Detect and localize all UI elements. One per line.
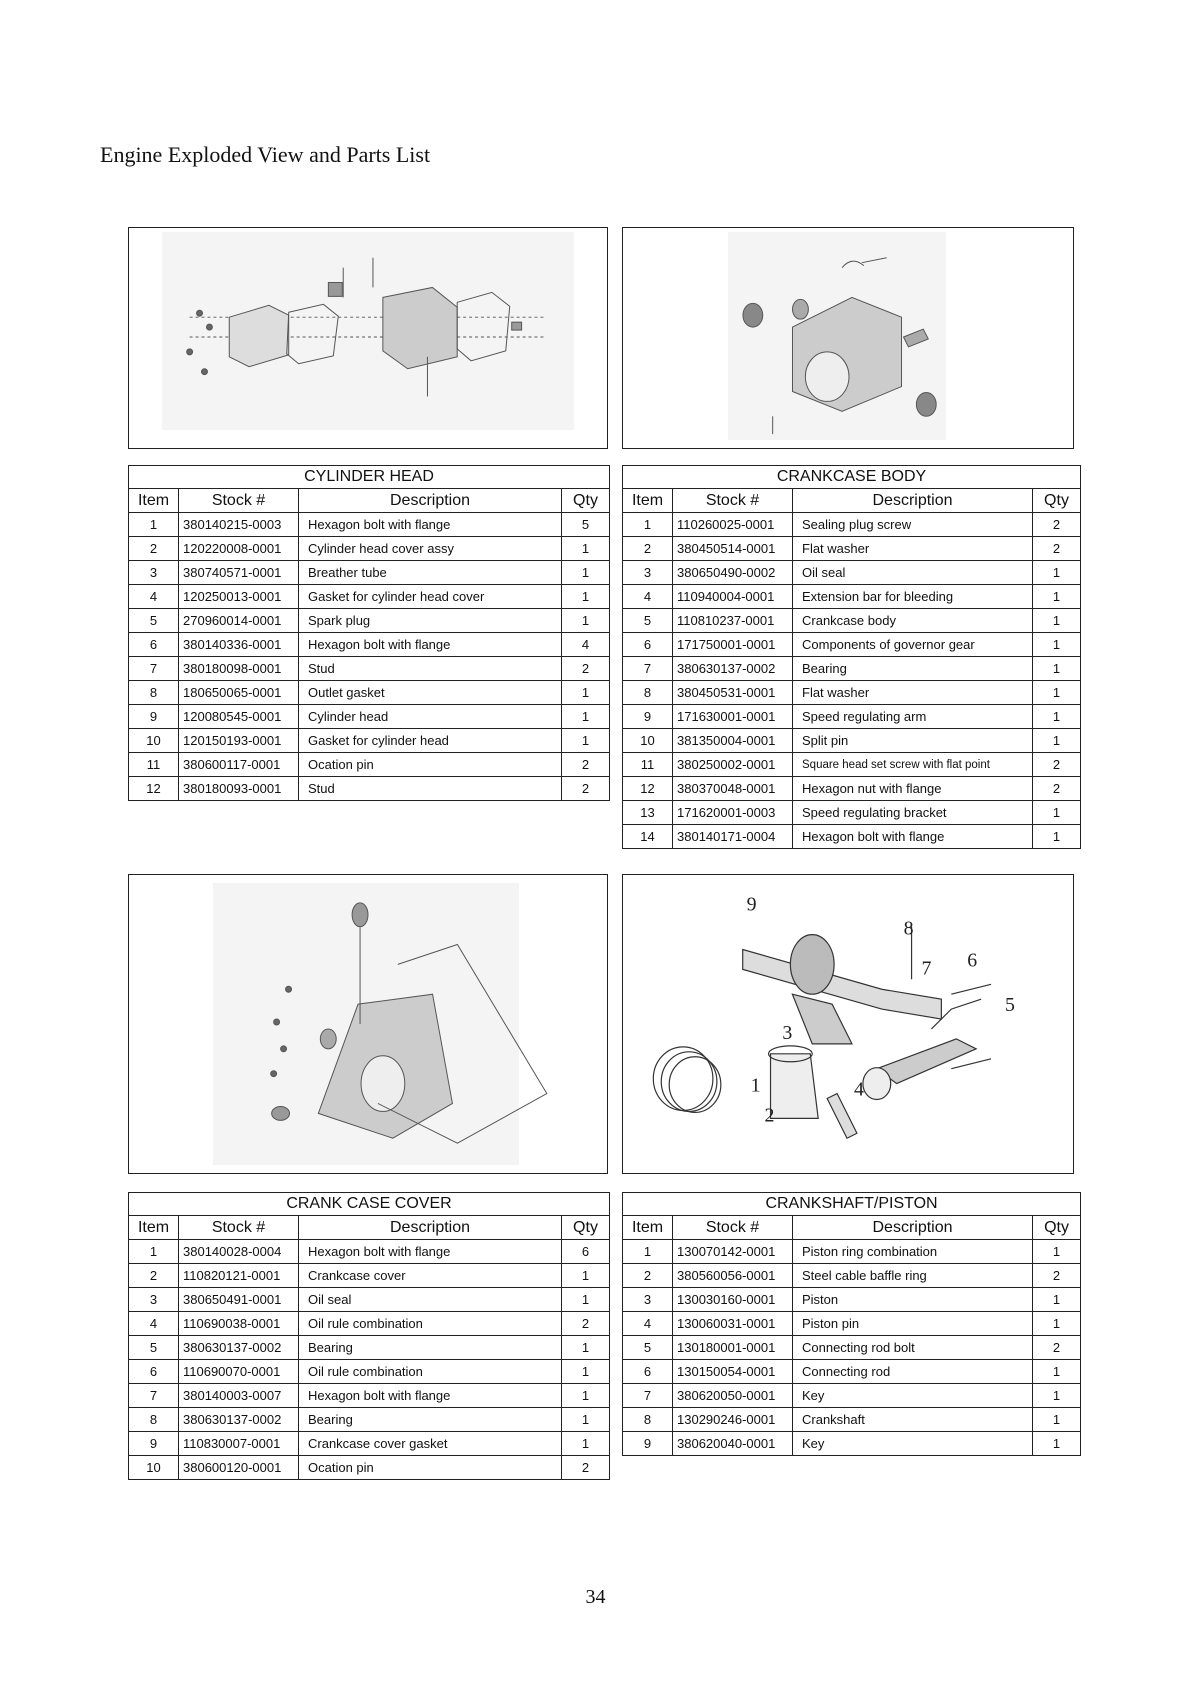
row-quantity: 1 (1033, 657, 1081, 681)
row-description: Hexagon nut with flange (793, 777, 1033, 801)
row-description: Split pin (793, 729, 1033, 753)
crankcase-body-parts-table (622, 465, 1081, 849)
row-description: Oil seal (793, 561, 1033, 585)
callout-7: 7 (921, 957, 932, 980)
row-description: Connecting rod bolt (793, 1336, 1033, 1360)
column-header-qty: Qty (1033, 489, 1081, 513)
page-number: 34 (585, 1586, 606, 1608)
row-description: Bearing (299, 1408, 562, 1432)
row-item-number: 8 (623, 1408, 673, 1432)
row-stock-number: 120250013-0001 (179, 585, 299, 609)
row-stock-number: 130070142-0001 (673, 1240, 793, 1264)
row-description: Breather tube (299, 561, 562, 585)
table-row (129, 753, 610, 777)
row-description: Sealing plug screw (793, 513, 1033, 537)
column-header-item: Item (129, 489, 179, 513)
row-item-number: 1 (623, 1240, 673, 1264)
table-row (623, 1432, 1081, 1456)
row-item-number: 9 (623, 705, 673, 729)
column-header-item: Item (623, 489, 673, 513)
table-caption: CRANKCASE BODY (623, 466, 1081, 489)
row-quantity: 1 (1033, 1288, 1081, 1312)
row-item-number: 2 (129, 537, 179, 561)
row-item-number: 7 (623, 1384, 673, 1408)
row-stock-number: 380620040-0001 (673, 1432, 793, 1456)
row-quantity: 2 (1033, 1336, 1081, 1360)
row-item-number: 5 (623, 1336, 673, 1360)
row-stock-number: 110690038-0001 (179, 1312, 299, 1336)
row-description: Piston pin (793, 1312, 1033, 1336)
row-quantity: 1 (562, 729, 610, 753)
row-stock-number: 110810237-0001 (673, 609, 793, 633)
row-item-number: 4 (129, 1312, 179, 1336)
row-stock-number: 380140336-0001 (179, 633, 299, 657)
row-quantity: 1 (562, 1336, 610, 1360)
row-stock-number: 380650491-0001 (179, 1288, 299, 1312)
column-header-item: Item (129, 1216, 179, 1240)
row-quantity: 2 (1033, 777, 1081, 801)
row-quantity: 1 (1033, 1312, 1081, 1336)
table-row (129, 1288, 610, 1312)
row-item-number: 5 (129, 609, 179, 633)
row-quantity: 1 (562, 681, 610, 705)
row-item-number: 6 (129, 1360, 179, 1384)
table-row (129, 777, 610, 801)
table-row (623, 657, 1081, 681)
row-item-number: 7 (623, 657, 673, 681)
row-quantity: 1 (1033, 1240, 1081, 1264)
crank-case-cover-diagram (129, 875, 607, 1173)
row-item-number: 9 (129, 1432, 179, 1456)
row-stock-number: 130030160-0001 (673, 1288, 793, 1312)
row-item-number: 3 (129, 561, 179, 585)
row-stock-number: 380250002-0001 (673, 753, 793, 777)
table-row (129, 1312, 610, 1336)
callout-2: 2 (764, 1104, 775, 1127)
column-header-stock: Stock # (673, 489, 793, 513)
row-stock-number: 380630137-0002 (179, 1336, 299, 1360)
table-row (129, 585, 610, 609)
row-stock-number: 171620001-0003 (673, 801, 793, 825)
table-row (129, 681, 610, 705)
row-item-number: 14 (623, 825, 673, 849)
row-item-number: 4 (623, 1312, 673, 1336)
row-quantity: 1 (562, 1408, 610, 1432)
row-quantity: 1 (562, 1384, 610, 1408)
row-description: Outlet gasket (299, 681, 562, 705)
table-row (623, 561, 1081, 585)
row-quantity: 2 (562, 1312, 610, 1336)
row-item-number: 5 (129, 1336, 179, 1360)
row-item-number: 9 (129, 705, 179, 729)
row-description: Oil rule combination (299, 1360, 562, 1384)
row-quantity: 1 (562, 1432, 610, 1456)
row-description: Speed regulating bracket (793, 801, 1033, 825)
row-stock-number: 130290246-0001 (673, 1408, 793, 1432)
table-row (129, 561, 610, 585)
row-description: Key (793, 1384, 1033, 1408)
row-quantity: 6 (562, 1240, 610, 1264)
row-item-number: 12 (623, 777, 673, 801)
row-description: Oil seal (299, 1288, 562, 1312)
row-stock-number: 130060031-0001 (673, 1312, 793, 1336)
row-quantity: 1 (1033, 585, 1081, 609)
row-stock-number: 380450514-0001 (673, 537, 793, 561)
table-caption: CRANKSHAFT/PISTON (623, 1193, 1081, 1216)
row-quantity: 1 (562, 585, 610, 609)
row-stock-number: 380370048-0001 (673, 777, 793, 801)
callout-3: 3 (782, 1021, 793, 1044)
row-item-number: 3 (623, 1288, 673, 1312)
row-stock-number: 110830007-0001 (179, 1432, 299, 1456)
row-description: Square head set screw with flat point (793, 753, 1033, 777)
row-quantity: 2 (562, 1456, 610, 1480)
table-row (623, 513, 1081, 537)
callout-5: 5 (1004, 994, 1015, 1017)
table-row (623, 1360, 1081, 1384)
row-item-number: 2 (623, 1264, 673, 1288)
column-header-qty: Qty (562, 489, 610, 513)
row-quantity: 1 (562, 1264, 610, 1288)
crankcase-body-exploded-view (622, 227, 1074, 449)
row-stock-number: 380450531-0001 (673, 681, 793, 705)
row-quantity: 5 (562, 513, 610, 537)
row-description: Flat washer (793, 537, 1033, 561)
column-header-stock: Stock # (673, 1216, 793, 1240)
row-description: Bearing (793, 657, 1033, 681)
row-quantity: 1 (562, 1288, 610, 1312)
row-item-number: 2 (623, 537, 673, 561)
row-description: Key (793, 1432, 1033, 1456)
row-stock-number: 120150193-0001 (179, 729, 299, 753)
column-header-description: Description (793, 1216, 1033, 1240)
row-quantity: 1 (1033, 1360, 1081, 1384)
table-row (623, 1384, 1081, 1408)
row-stock-number: 120080545-0001 (179, 705, 299, 729)
row-description: Hexagon bolt with flange (299, 633, 562, 657)
crankshaft-piston-diagram (623, 875, 1073, 1173)
table-row (623, 1336, 1081, 1360)
table-row (623, 1288, 1081, 1312)
column-header-qty: Qty (1033, 1216, 1081, 1240)
row-stock-number: 120220008-0001 (179, 537, 299, 561)
row-stock-number: 380630137-0002 (673, 657, 793, 681)
row-description: Cylinder head cover assy (299, 537, 562, 561)
table-row (623, 777, 1081, 801)
row-stock-number: 171750001-0001 (673, 633, 793, 657)
table-row (623, 1408, 1081, 1432)
row-quantity: 2 (1033, 537, 1081, 561)
row-description: Hexagon bolt with flange (299, 1384, 562, 1408)
row-description: Stud (299, 657, 562, 681)
row-item-number: 9 (623, 1432, 673, 1456)
row-stock-number: 380600117-0001 (179, 753, 299, 777)
row-stock-number: 380180093-0001 (179, 777, 299, 801)
row-quantity: 1 (1033, 633, 1081, 657)
row-item-number: 11 (129, 753, 179, 777)
row-description: Gasket for cylinder head cover (299, 585, 562, 609)
callout-4: 4 (853, 1078, 864, 1101)
row-stock-number: 110940004-0001 (673, 585, 793, 609)
row-description: Ocation pin (299, 1456, 562, 1480)
row-item-number: 8 (129, 1408, 179, 1432)
row-description: Piston ring combination (793, 1240, 1033, 1264)
callout-8: 8 (903, 917, 914, 940)
row-item-number: 11 (623, 753, 673, 777)
row-description: Piston (793, 1288, 1033, 1312)
row-stock-number: 130180001-0001 (673, 1336, 793, 1360)
table-row (129, 705, 610, 729)
callout-9: 9 (746, 893, 757, 916)
table-row (623, 681, 1081, 705)
row-quantity: 1 (1033, 1408, 1081, 1432)
row-quantity: 2 (562, 753, 610, 777)
row-stock-number: 180650065-0001 (179, 681, 299, 705)
row-description: Ocation pin (299, 753, 562, 777)
row-stock-number: 380180098-0001 (179, 657, 299, 681)
row-quantity: 1 (1033, 729, 1081, 753)
table-row (129, 513, 610, 537)
row-stock-number: 380630137-0002 (179, 1408, 299, 1432)
table-row (623, 729, 1081, 753)
row-description: Crankcase cover gasket (299, 1432, 562, 1456)
crankshaft-piston-parts-table (622, 1192, 1081, 1456)
table-row (129, 1336, 610, 1360)
row-item-number: 10 (129, 729, 179, 753)
row-stock-number: 381350004-0001 (673, 729, 793, 753)
row-stock-number: 380140215-0003 (179, 513, 299, 537)
column-header-stock: Stock # (179, 489, 299, 513)
table-row (129, 1240, 610, 1264)
row-quantity: 2 (1033, 753, 1081, 777)
column-header-item: Item (623, 1216, 673, 1240)
page-title: Engine Exploded View and Parts List (100, 142, 431, 167)
cylinder-head-parts-table (128, 465, 610, 801)
row-stock-number: 110260025-0001 (673, 513, 793, 537)
row-description: Bearing (299, 1336, 562, 1360)
row-quantity: 4 (562, 633, 610, 657)
table-row (623, 585, 1081, 609)
column-header-description: Description (793, 489, 1033, 513)
row-item-number: 1 (623, 513, 673, 537)
row-description: Spark plug (299, 609, 562, 633)
row-item-number: 3 (129, 1288, 179, 1312)
row-stock-number: 110820121-0001 (179, 1264, 299, 1288)
row-item-number: 3 (623, 561, 673, 585)
row-stock-number: 380650490-0002 (673, 561, 793, 585)
row-description: Extension bar for bleeding (793, 585, 1033, 609)
column-header-description: Description (299, 489, 562, 513)
row-quantity: 1 (1033, 825, 1081, 849)
table-row (623, 1240, 1081, 1264)
callout-6: 6 (967, 949, 978, 972)
row-item-number: 8 (623, 681, 673, 705)
row-item-number: 5 (623, 609, 673, 633)
table-row (623, 825, 1081, 849)
row-description: Flat washer (793, 681, 1033, 705)
table-row (129, 1456, 610, 1480)
row-item-number: 13 (623, 801, 673, 825)
row-quantity: 1 (1033, 1432, 1081, 1456)
row-description: Cylinder head (299, 705, 562, 729)
row-item-number: 7 (129, 1384, 179, 1408)
row-stock-number: 380140003-0007 (179, 1384, 299, 1408)
row-stock-number: 110690070-0001 (179, 1360, 299, 1384)
table-row (623, 1264, 1081, 1288)
row-item-number: 12 (129, 777, 179, 801)
row-description: Hexagon bolt with flange (299, 513, 562, 537)
table-row (129, 633, 610, 657)
cylinder-head-exploded-view (128, 227, 608, 449)
row-description: Components of governor gear (793, 633, 1033, 657)
crank-case-cover-exploded-view (128, 874, 608, 1174)
row-quantity: 2 (562, 657, 610, 681)
row-item-number: 6 (623, 1360, 673, 1384)
row-item-number: 7 (129, 657, 179, 681)
row-description: Hexagon bolt with flange (299, 1240, 562, 1264)
cylinder-head-diagram (129, 228, 607, 448)
row-description: Steel cable baffle ring (793, 1264, 1033, 1288)
row-stock-number: 380140171-0004 (673, 825, 793, 849)
row-quantity: 1 (1033, 561, 1081, 585)
row-item-number: 2 (129, 1264, 179, 1288)
row-stock-number: 171630001-0001 (673, 705, 793, 729)
row-stock-number: 380560056-0001 (673, 1264, 793, 1288)
row-item-number: 4 (129, 585, 179, 609)
row-description: Gasket for cylinder head (299, 729, 562, 753)
row-quantity: 1 (1033, 681, 1081, 705)
row-description: Crankcase cover (299, 1264, 562, 1288)
row-item-number: 6 (129, 633, 179, 657)
crank-case-cover-parts-table (128, 1192, 610, 1480)
table-row (623, 753, 1081, 777)
table-row (129, 729, 610, 753)
table-row (623, 537, 1081, 561)
table-row (129, 609, 610, 633)
table-row (129, 1360, 610, 1384)
row-item-number: 6 (623, 633, 673, 657)
row-description: Oil rule combination (299, 1312, 562, 1336)
column-header-description: Description (299, 1216, 562, 1240)
row-description: Connecting rod (793, 1360, 1033, 1384)
row-description: Hexagon bolt with flange (793, 825, 1033, 849)
table-row (129, 537, 610, 561)
row-item-number: 1 (129, 1240, 179, 1264)
row-quantity: 1 (1033, 705, 1081, 729)
table-row (129, 1432, 610, 1456)
row-item-number: 1 (129, 513, 179, 537)
table-row (129, 1384, 610, 1408)
row-description: Crankshaft (793, 1408, 1033, 1432)
row-stock-number: 380740571-0001 (179, 561, 299, 585)
row-description: Speed regulating arm (793, 705, 1033, 729)
table-row (129, 657, 610, 681)
crankcase-body-diagram (623, 228, 1073, 448)
table-row (623, 633, 1081, 657)
row-item-number: 4 (623, 585, 673, 609)
column-header-qty: Qty (562, 1216, 610, 1240)
row-quantity: 1 (562, 561, 610, 585)
column-header-stock: Stock # (179, 1216, 299, 1240)
row-quantity: 1 (562, 705, 610, 729)
row-quantity: 1 (1033, 609, 1081, 633)
row-stock-number: 380140028-0004 (179, 1240, 299, 1264)
row-item-number: 10 (623, 729, 673, 753)
row-stock-number: 380600120-0001 (179, 1456, 299, 1480)
table-row (623, 1312, 1081, 1336)
table-row (623, 801, 1081, 825)
row-quantity: 1 (562, 537, 610, 561)
row-item-number: 10 (129, 1456, 179, 1480)
row-quantity: 2 (562, 777, 610, 801)
table-caption: CRANK CASE COVER (129, 1193, 610, 1216)
row-quantity: 2 (1033, 513, 1081, 537)
table-caption: CYLINDER HEAD (129, 466, 610, 489)
row-quantity: 1 (1033, 801, 1081, 825)
table-row (623, 705, 1081, 729)
row-description: Stud (299, 777, 562, 801)
row-quantity: 1 (562, 1360, 610, 1384)
row-quantity: 1 (562, 609, 610, 633)
row-stock-number: 380620050-0001 (673, 1384, 793, 1408)
row-description: Crankcase body (793, 609, 1033, 633)
callout-1: 1 (750, 1074, 761, 1097)
table-row (129, 1408, 610, 1432)
table-row (623, 609, 1081, 633)
table-row (129, 1264, 610, 1288)
row-stock-number: 130150054-0001 (673, 1360, 793, 1384)
row-stock-number: 270960014-0001 (179, 609, 299, 633)
crankshaft-piston-exploded-view (622, 874, 1074, 1174)
row-quantity: 1 (1033, 1384, 1081, 1408)
row-item-number: 8 (129, 681, 179, 705)
row-quantity: 2 (1033, 1264, 1081, 1288)
